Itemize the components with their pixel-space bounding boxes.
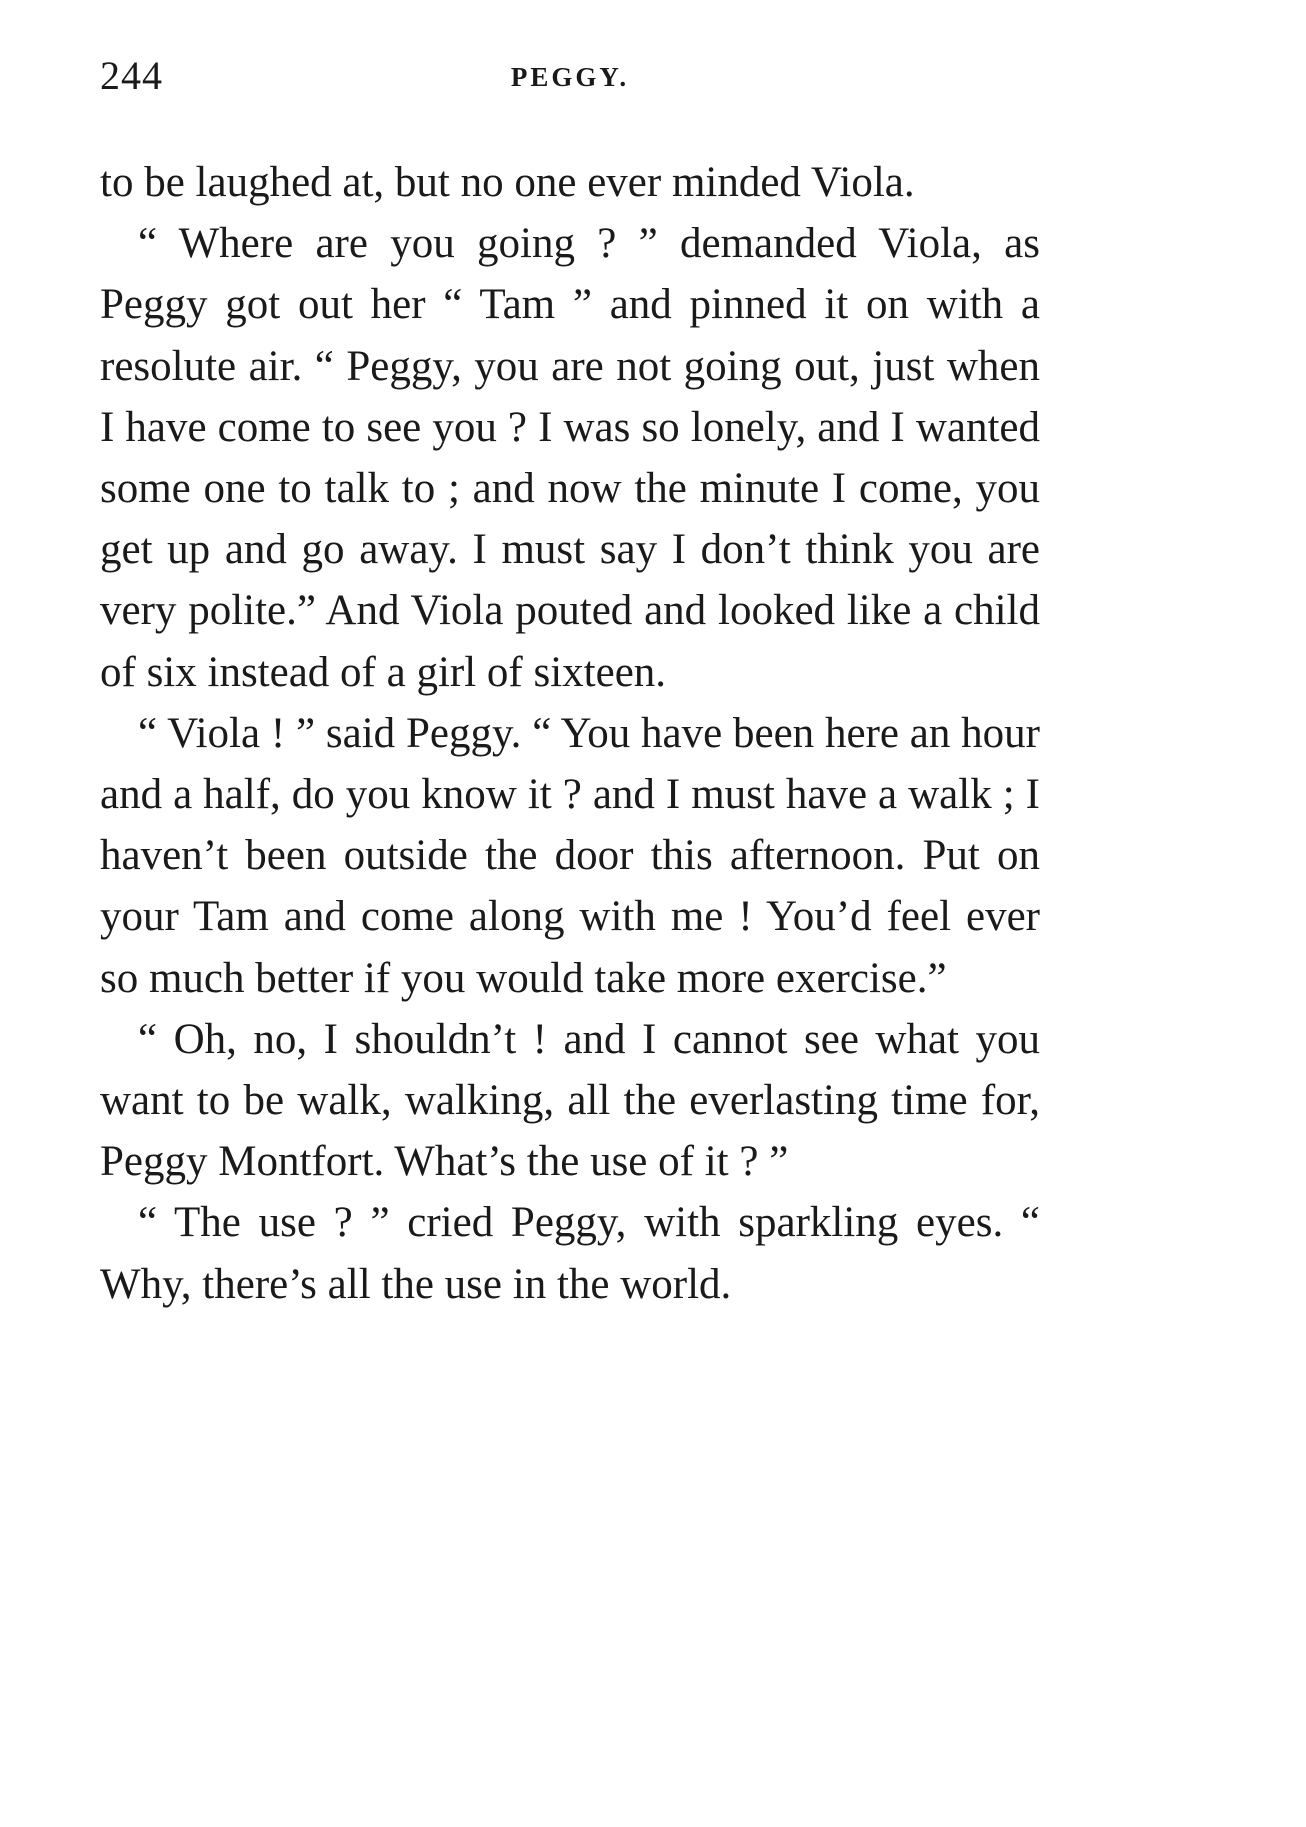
paragraph-1: to be laughed at, but no one ever minded Viola. [100, 159, 915, 206]
body-text [100, 152, 1040, 1315]
paragraph-4: “ Oh, no, I shouldn’t ! and I cannot see what you want to be walk, walking, all the everlasting time for, Peggy Montfort. What’s the use of it ? ” [100, 1015, 1040, 1186]
page-number: 244 [100, 53, 163, 98]
page-header [100, 52, 1040, 102]
paragraph-5: “ The use ? ” cried Peggy, with sparkling eyes. “ Why, there’s all the use in the world. [100, 1199, 1040, 1308]
paragraph-2: “ Where are you going ? ” demanded Viola, as Peggy got out her “ Tam ” and pinned it on with a resolute air. “ Peggy, you are not going out, just when I have come to see you ? I was so lonely, and I wanted some one to talk to ; and now the minute I come, you get up and go away. I must say I don’t think you are very polite.” And Viola pouted and looked like a child of six instead of a girl of sixteen. [100, 220, 1040, 696]
running-title: PEGGY. [510, 62, 630, 92]
paragraph-3: “ Viola ! ” said Peggy. “ You have been here an hour and a half, do you know it ? and I must have a walk ; I haven’t been outside the door this afternoon. Put on your Tam and come along with me ! You’d feel ever so much better if you would take more exercise.” [100, 709, 1040, 1002]
